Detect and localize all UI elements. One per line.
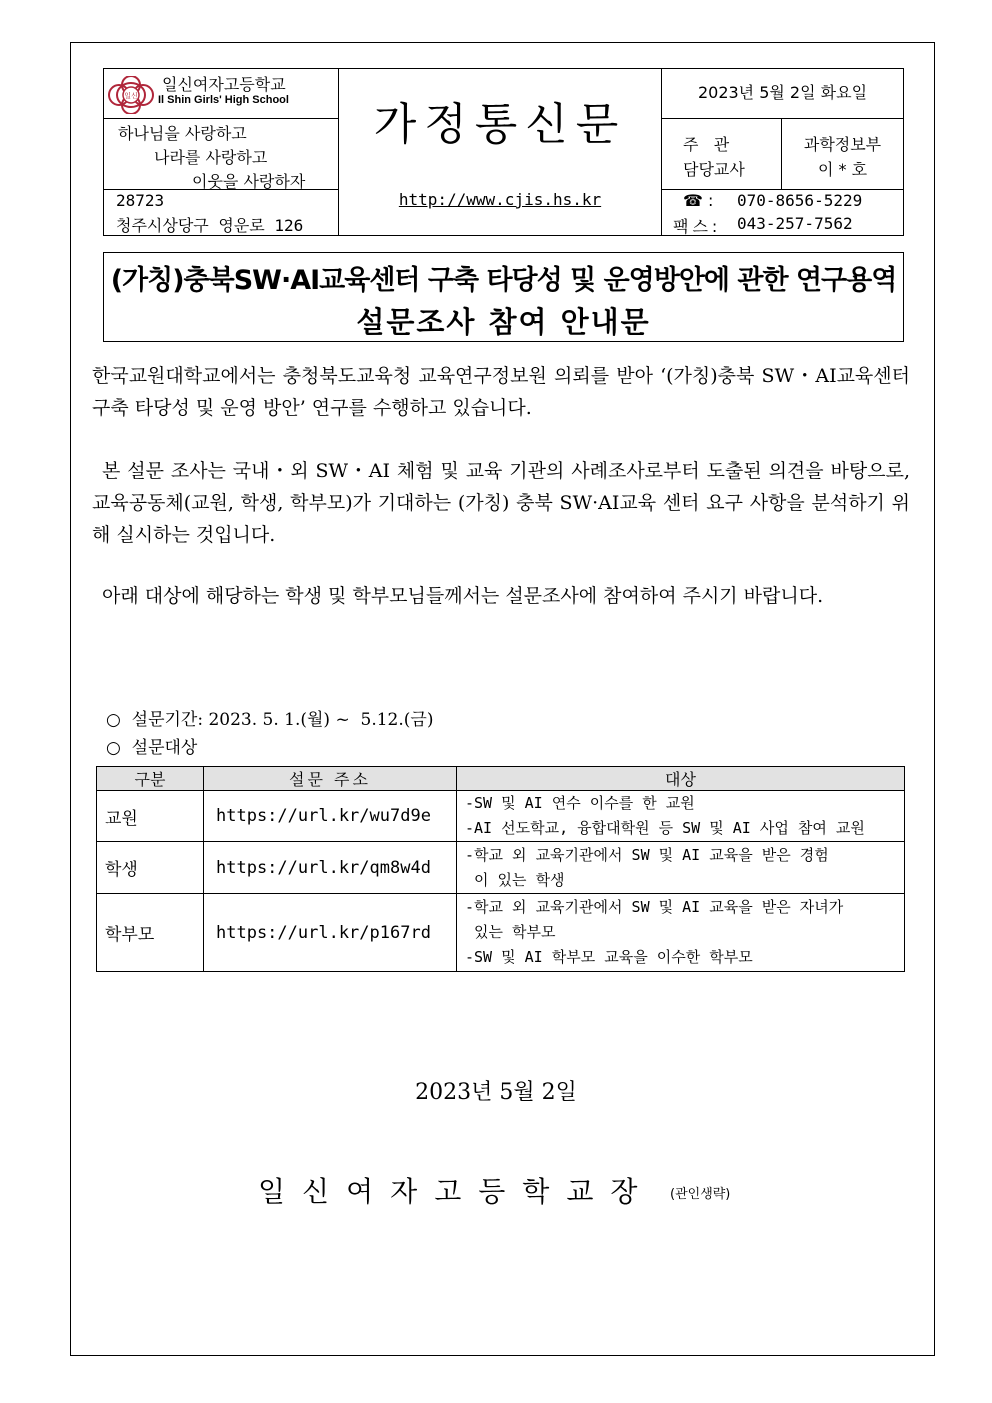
- phone-number: 070-8656-5229: [737, 191, 863, 210]
- target-line: 이 있는 학생: [465, 870, 565, 889]
- dept-label: 주 관: [683, 135, 730, 154]
- school-name-en: Il Shin Girls' High School: [158, 94, 289, 106]
- notice-title-box: [103, 252, 904, 342]
- motto-line-2: 나라를 사랑하고: [154, 148, 268, 167]
- website-link[interactable]: http://www.cjis.hs.kr: [398, 190, 602, 209]
- target-cell: [457, 791, 905, 842]
- seal-note: (관인생략): [670, 1187, 731, 1202]
- group-cell: 학생: [97, 842, 204, 894]
- school-address: 청주시상당구 영운로 126: [116, 216, 304, 235]
- table-row: [97, 842, 905, 894]
- logo-text: 일신: [124, 92, 138, 100]
- table-row: [97, 894, 905, 972]
- survey-url-link[interactable]: https://url.kr/p167rd: [204, 894, 457, 972]
- column-header: 구분: [97, 767, 204, 791]
- group-cell: 교원: [97, 791, 204, 842]
- table-row: [97, 791, 905, 842]
- target-cell: [457, 894, 905, 972]
- page-title: 가정통신문: [373, 99, 627, 150]
- motto-line-3: 이웃을 사랑하자: [192, 172, 306, 191]
- group-cell: 학부모: [97, 894, 204, 972]
- target-line: -AI 선도학교, 융합대학원 등 SW 및 AI 사업 참여 교원: [465, 819, 865, 837]
- notice-title-line-2: 설문조사 참여 안내문: [356, 305, 651, 339]
- target-line: -SW 및 AI 학부모 교육을 이수한 학부모: [465, 948, 753, 966]
- target-line: -SW 및 AI 연수 이수를 한 교원: [465, 794, 695, 812]
- divider: [661, 118, 904, 119]
- target-line: 있는 학부모: [465, 923, 556, 941]
- survey-period: ○ 설문기간: 2023. 5. 1.(월) ~ 5.12.(금): [106, 710, 434, 730]
- school-logo-icon: [106, 76, 156, 114]
- postal-code: 28723: [116, 191, 165, 210]
- column-header: 대상: [457, 767, 905, 791]
- teacher-label: 담당교사: [683, 160, 745, 179]
- footer-date: 2023년 5월 2일: [415, 1080, 577, 1105]
- notice-title-line-1: (가칭)충북SW·AI교육센터 구축 타당성 및 운영방안에 관한 연구용역: [110, 265, 897, 296]
- survey-target-label: ○ 설문대상: [106, 738, 198, 758]
- fax-label: 팩스:: [673, 217, 722, 236]
- target-line: -학교 외 교육기관에서 SW 및 AI 교육을 받은 자녀가: [465, 898, 844, 916]
- target-line: -학교 외 교육기관에서 SW 및 AI 교육을 받은 경험: [465, 845, 829, 864]
- fax-number: 043-257-7562: [737, 214, 853, 233]
- column-header: 설문 주소: [204, 767, 457, 791]
- motto-line-1: 하나님을 사랑하고: [118, 124, 247, 143]
- header-date: 2023년 5월 2일 화요일: [697, 83, 868, 102]
- survey-table: [96, 766, 905, 972]
- paragraph-3: 아래 대상에 해당하는 학생 및 학부모님들께서는 설문조사에 참여하여 주시기 바랍니다.: [102, 585, 824, 607]
- paragraph-1: 한국교원대학교에서는 충청북도교육청 교육연구정보원 의뢰를 받아 ‘(가칭)충북 SW・AI교육센터 구축 타당성 및 운영 방안’ 연구를 수행하고 있습니다.: [92, 365, 910, 419]
- teacher-name: 이 * 호: [817, 160, 868, 179]
- footer-school-name: 일신여자고등학교장: [258, 1175, 655, 1208]
- divider: [661, 189, 904, 190]
- dept-name: 과학정보부: [803, 135, 882, 154]
- paragraph-2: 본 설문 조사는 국내・외 SW・AI 체험 및 교육 기관의 사례조사로부터 도출된 의견을 바탕으로, 교육공동체(교원, 학생, 학부모)가 기대하는 (가칭) 충북 SW·AI교육 센터 요구 사항을 분석하기 위해 실시하는 것입니다.: [92, 460, 910, 546]
- survey-url-link[interactable]: https://url.kr/wu7d9e: [204, 791, 457, 842]
- survey-url-link[interactable]: https://url.kr/qm8w4d: [204, 842, 457, 894]
- phone-label: ☎ :: [683, 191, 714, 210]
- table-header-row: [97, 767, 905, 791]
- divider: [103, 118, 339, 119]
- target-cell: [457, 842, 905, 894]
- page-border: [70, 42, 935, 1356]
- school-name-ko: 일신여자고등학교: [162, 75, 286, 94]
